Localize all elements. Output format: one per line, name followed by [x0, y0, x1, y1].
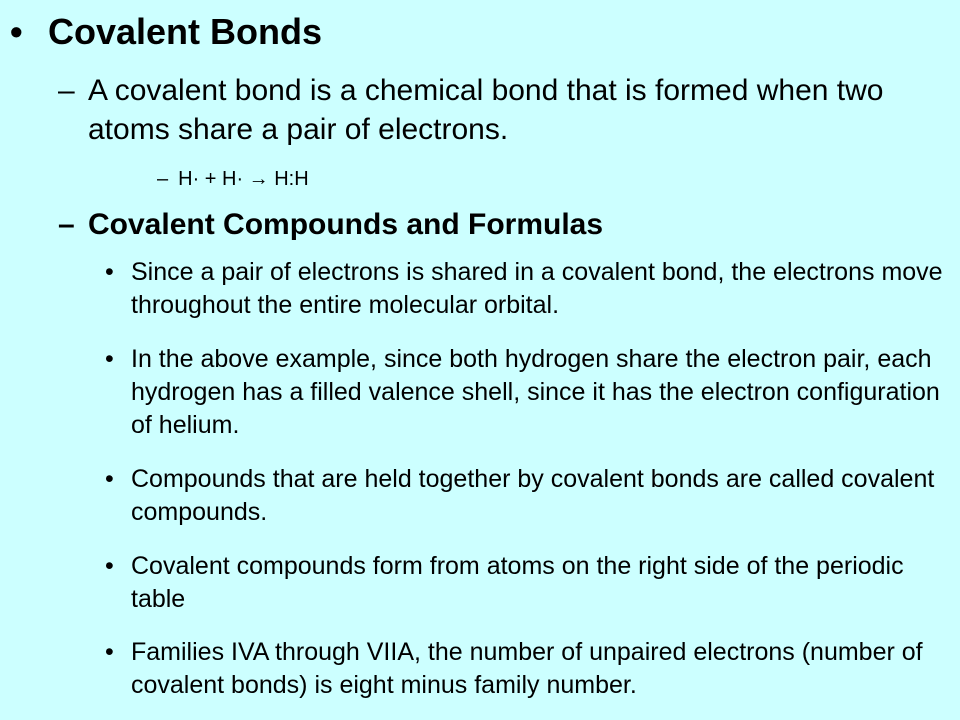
definition-item: [58, 71, 928, 149]
subheading-text: Covalent Compounds and Formulas: [88, 208, 604, 241]
subheading-item: [58, 205, 928, 244]
point-text: Since a pair of electrons is shared in a covalent bond, the electrons move throughout the entire molecular orbital.: [131, 258, 943, 319]
point-item: [105, 343, 955, 442]
point-text: Compounds that are held together by covalent bonds are called covalent compounds.: [131, 465, 935, 526]
point-item: [105, 256, 955, 322]
subheading-dash: –: [58, 208, 75, 241]
definition-text: A covalent bond is a chemical bond that is formed when two atoms share a pair of electrons.: [88, 74, 884, 146]
point-item: [105, 550, 955, 616]
point-text: Covalent compounds form from atoms on the right side of the periodic table: [131, 552, 904, 613]
point-bullet: •: [105, 638, 114, 666]
point-bullet: •: [105, 465, 114, 493]
point-item: [105, 463, 955, 529]
point-text: Families IVA through VIIA, the number of unpaired electrons (number of covalent bonds) is eight minus family number.: [131, 638, 923, 699]
equation-text: H· + H· → H:H: [178, 168, 309, 190]
point-item: [105, 636, 955, 702]
point-bullet: •: [105, 552, 114, 580]
equation-item: [157, 166, 309, 192]
point-bullet: •: [105, 258, 114, 286]
point-bullet: •: [105, 345, 114, 373]
heading-bullet: •: [10, 11, 23, 52]
equation-dash: –: [157, 168, 169, 190]
definition-dash: –: [58, 74, 75, 107]
point-text: In the above example, since both hydrogen share the electron pair, each hydrogen has a filled valence shell, since it has the electron configuration of helium.: [131, 345, 940, 439]
heading-text: Covalent Bonds: [48, 11, 323, 52]
